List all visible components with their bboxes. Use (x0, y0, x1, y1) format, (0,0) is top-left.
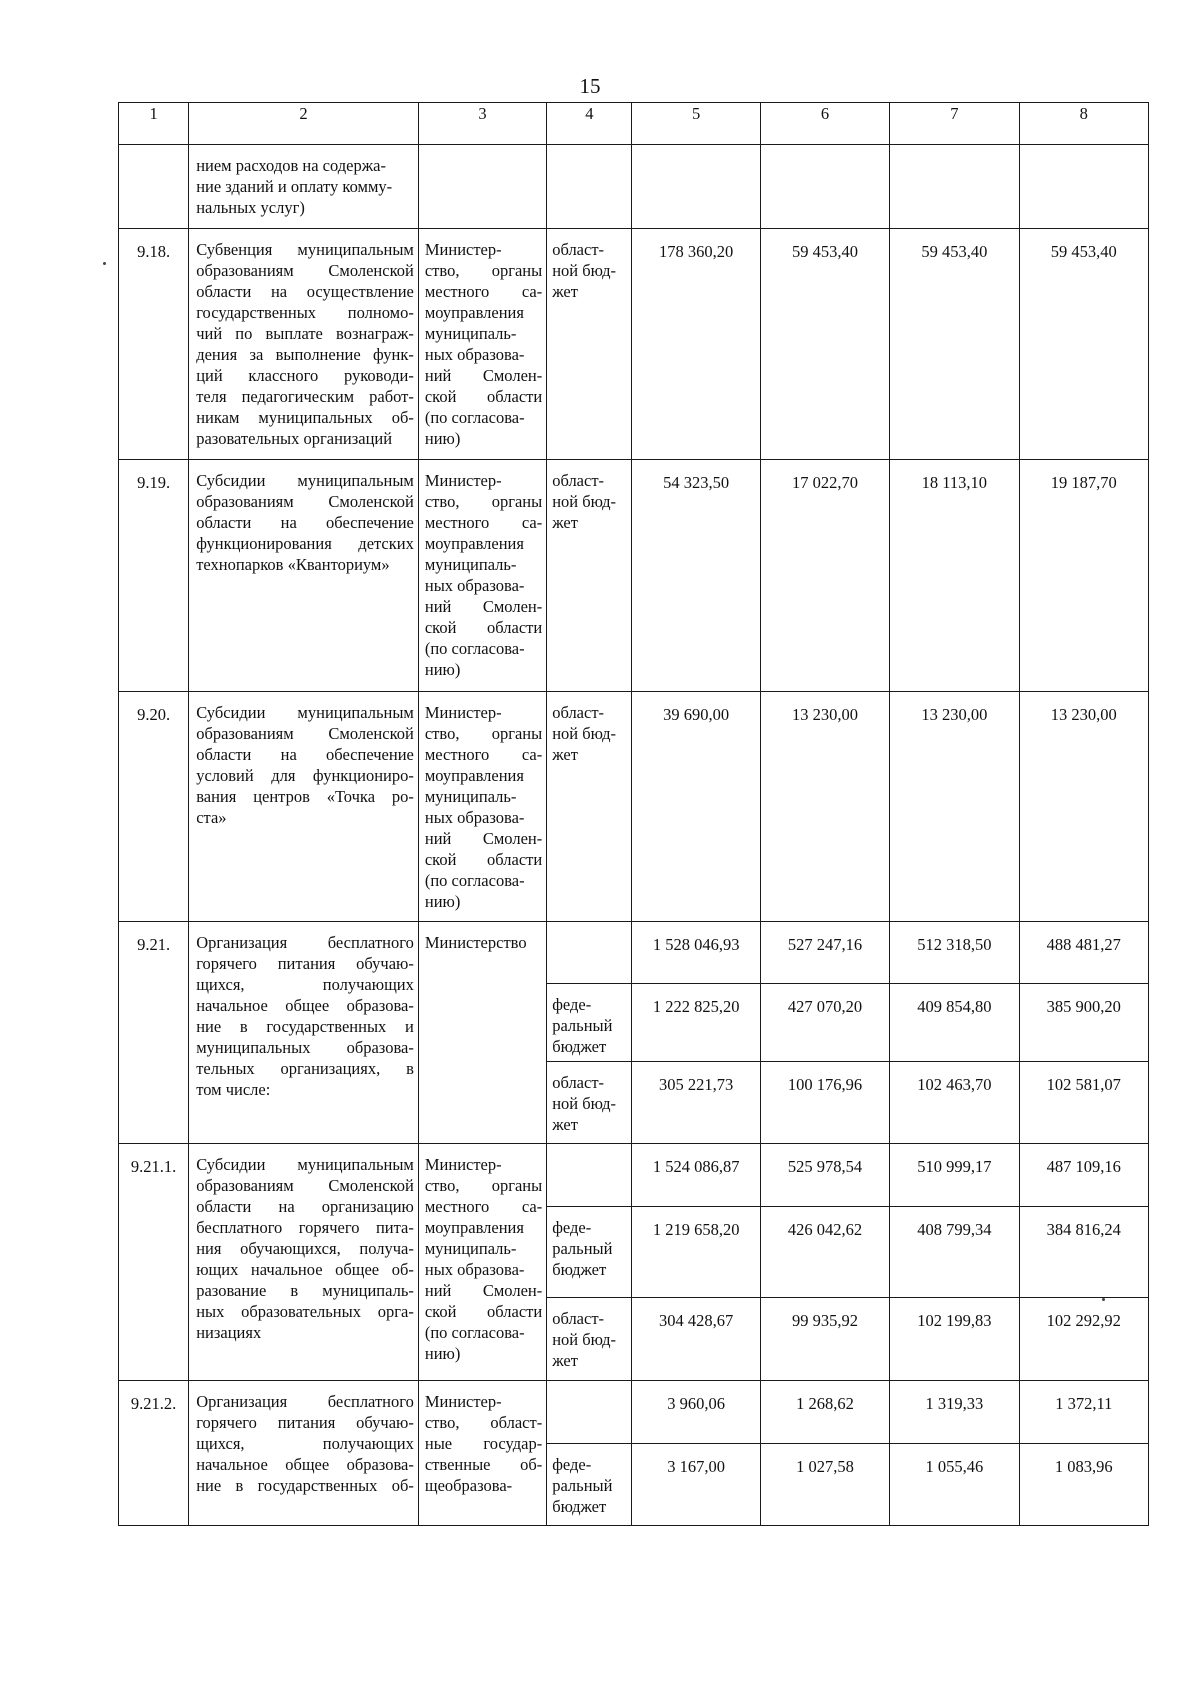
row-value-6: 59 453,40 (760, 229, 889, 460)
row-number: 9.21.1. (119, 1144, 189, 1381)
row-description: Субсидии муниципальным образованиям Смоленской области на организацию бесплатного горячего пита- ния обучающихся, получа- ющих начальное общее об- разование в муниципаль- ных образовательных орга- низациях (189, 1144, 419, 1381)
row-value-7: 102 463,70 (890, 1062, 1019, 1144)
row-value-8: 488 481,27 (1019, 922, 1148, 984)
row-number: 9.19. (119, 460, 189, 692)
row-executor: Министер- ство, органы местного са- моуправления муниципаль- ных образова- ний Смолен- ской области (по согласова- нию) (418, 1144, 546, 1381)
row-description: Организация бесплатного горячего питания обучаю- щихся, получающих начальное общее образова- ние в государственных и муниципальных образова- тельных организациях, в том числе: (189, 922, 419, 1144)
row-value-8: 19 187,70 (1019, 460, 1148, 692)
row-value-5: 1 219 658,20 (632, 1207, 760, 1298)
budget-table (118, 102, 1149, 1526)
row-value-7: 1 055,46 (890, 1444, 1019, 1526)
table-row (119, 229, 1149, 460)
row-value-7: 18 113,10 (890, 460, 1019, 692)
header-col-5: 5 (632, 103, 760, 145)
row-value-7: 1 319,33 (890, 1381, 1019, 1444)
row-value-6: 17 022,70 (760, 460, 889, 692)
row-source: област- ной бюд- жет (547, 229, 632, 460)
row-value-5: 39 690,00 (632, 692, 760, 922)
row-value-5: 1 524 086,87 (632, 1144, 760, 1207)
row-number: 9.21.2. (119, 1381, 189, 1526)
row-description: Субсидии муниципальным образованиям Смоленской области на обеспечение условий для функциониро- вания центров «Точка ро- ста» (189, 692, 419, 922)
table-row (119, 460, 1149, 692)
row-executor: Министер- ство, област- ные государ- ственные об- щеобразова- (418, 1381, 546, 1526)
row-value-8: 1 083,96 (1019, 1444, 1148, 1526)
row-value-5: 3 167,00 (632, 1444, 760, 1526)
row-value-8: 59 453,40 (1019, 229, 1148, 460)
row-value-6: 99 935,92 (760, 1298, 889, 1381)
row-number: 9.21. (119, 922, 189, 1144)
row-value-8: 13 230,00 (1019, 692, 1148, 922)
row-source: област- ной бюд- жет (547, 460, 632, 692)
header-col-6: 6 (760, 103, 889, 145)
row-value-8: 385 900,20 (1019, 984, 1148, 1062)
row-source: феде- ральный бюджет (547, 984, 632, 1062)
row-executor: Министер- ство, органы местного са- моуправления муниципаль- ных образова- ний Смолен- ской области (по согласова- нию) (418, 460, 546, 692)
row-value-6: 527 247,16 (760, 922, 889, 984)
row-value-7: 102 199,83 (890, 1298, 1019, 1381)
row-source (547, 145, 632, 229)
row-value-5: 1 222 825,20 (632, 984, 760, 1062)
table-row (119, 922, 1149, 984)
row-value-6: 1 027,58 (760, 1444, 889, 1526)
header-col-2: 2 (189, 103, 419, 145)
header-col-4: 4 (547, 103, 632, 145)
header-col-8: 8 (1019, 103, 1148, 145)
row-value-5: 3 960,06 (632, 1381, 760, 1444)
row-number: 9.20. (119, 692, 189, 922)
row-value-8: 1 372,11 (1019, 1381, 1148, 1444)
row-value-5 (632, 145, 760, 229)
row-value-6: 100 176,96 (760, 1062, 889, 1144)
header-col-7: 7 (890, 103, 1019, 145)
table-row (119, 692, 1149, 922)
row-source (547, 922, 632, 984)
row-value-7 (890, 145, 1019, 229)
row-source: област- ной бюд- жет (547, 1062, 632, 1144)
row-description: Субсидии муниципальным образованиям Смоленской области на обеспечение функционирования детских технопарков «Кванториум» (189, 460, 419, 692)
row-value-6: 427 070,20 (760, 984, 889, 1062)
row-value-7: 512 318,50 (890, 922, 1019, 984)
row-value-7: 59 453,40 (890, 229, 1019, 460)
row-source (547, 1144, 632, 1207)
row-value-5: 178 360,20 (632, 229, 760, 460)
table-row (119, 145, 1149, 229)
row-value-8: 487 109,16 (1019, 1144, 1148, 1207)
row-description: Субвенция муниципальным образованиям Смоленской области на осуществление государственных полномо- чий по выплате вознаграж- дения за выполнение функ- ций классного руководи- теля педагогическим работ- никам муниципальных об- разовательных организаций (189, 229, 419, 460)
row-value-7: 408 799,34 (890, 1207, 1019, 1298)
row-value-5: 304 428,67 (632, 1298, 760, 1381)
row-value-7: 510 999,17 (890, 1144, 1019, 1207)
row-number (119, 145, 189, 229)
row-value-8: 384 816,24 (1019, 1207, 1148, 1298)
row-source: област- ной бюд- жет (547, 692, 632, 922)
row-executor (418, 145, 546, 229)
row-value-7: 409 854,80 (890, 984, 1019, 1062)
row-value-7: 13 230,00 (890, 692, 1019, 922)
header-row (119, 103, 1149, 145)
header-col-3: 3 (418, 103, 546, 145)
row-value-6: 426 042,62 (760, 1207, 889, 1298)
row-source: област- ной бюд- жет (547, 1298, 632, 1381)
row-value-5: 54 323,50 (632, 460, 760, 692)
table-row (119, 1144, 1149, 1207)
row-description: Организация бесплатного горячего питания обучаю- щихся, получающих начальное общее образова- ние в государственных об- (189, 1381, 419, 1526)
row-executor: Министер- ство, органы местного са- моуправления муниципаль- ных образова- ний Смолен- ской области (по согласова- нию) (418, 229, 546, 460)
table-row (119, 1381, 1149, 1444)
row-value-6: 13 230,00 (760, 692, 889, 922)
row-description: нием расходов на содержа- ние зданий и оплату комму- нальных услуг) (189, 145, 419, 229)
row-executor: Министерство (418, 922, 546, 1144)
row-value-5: 305 221,73 (632, 1062, 760, 1144)
row-source (547, 1381, 632, 1444)
row-value-6: 525 978,54 (760, 1144, 889, 1207)
scan-speck (103, 262, 106, 265)
row-value-6: 1 268,62 (760, 1381, 889, 1444)
row-value-8: 102 581,07 (1019, 1062, 1148, 1144)
scan-speck (1102, 1298, 1105, 1301)
row-number: 9.18. (119, 229, 189, 460)
row-value-8: 102 292,92 (1019, 1298, 1148, 1381)
row-value-8 (1019, 145, 1148, 229)
row-source: феде- ральный бюджет (547, 1444, 632, 1526)
row-executor: Министер- ство, органы местного са- моуправления муниципаль- ных образова- ний Смолен- ской области (по согласова- нию) (418, 692, 546, 922)
row-value-5: 1 528 046,93 (632, 922, 760, 984)
header-col-1: 1 (119, 103, 189, 145)
row-source: феде- ральный бюджет (547, 1207, 632, 1298)
page-number: 15 (579, 74, 601, 98)
row-value-6 (760, 145, 889, 229)
